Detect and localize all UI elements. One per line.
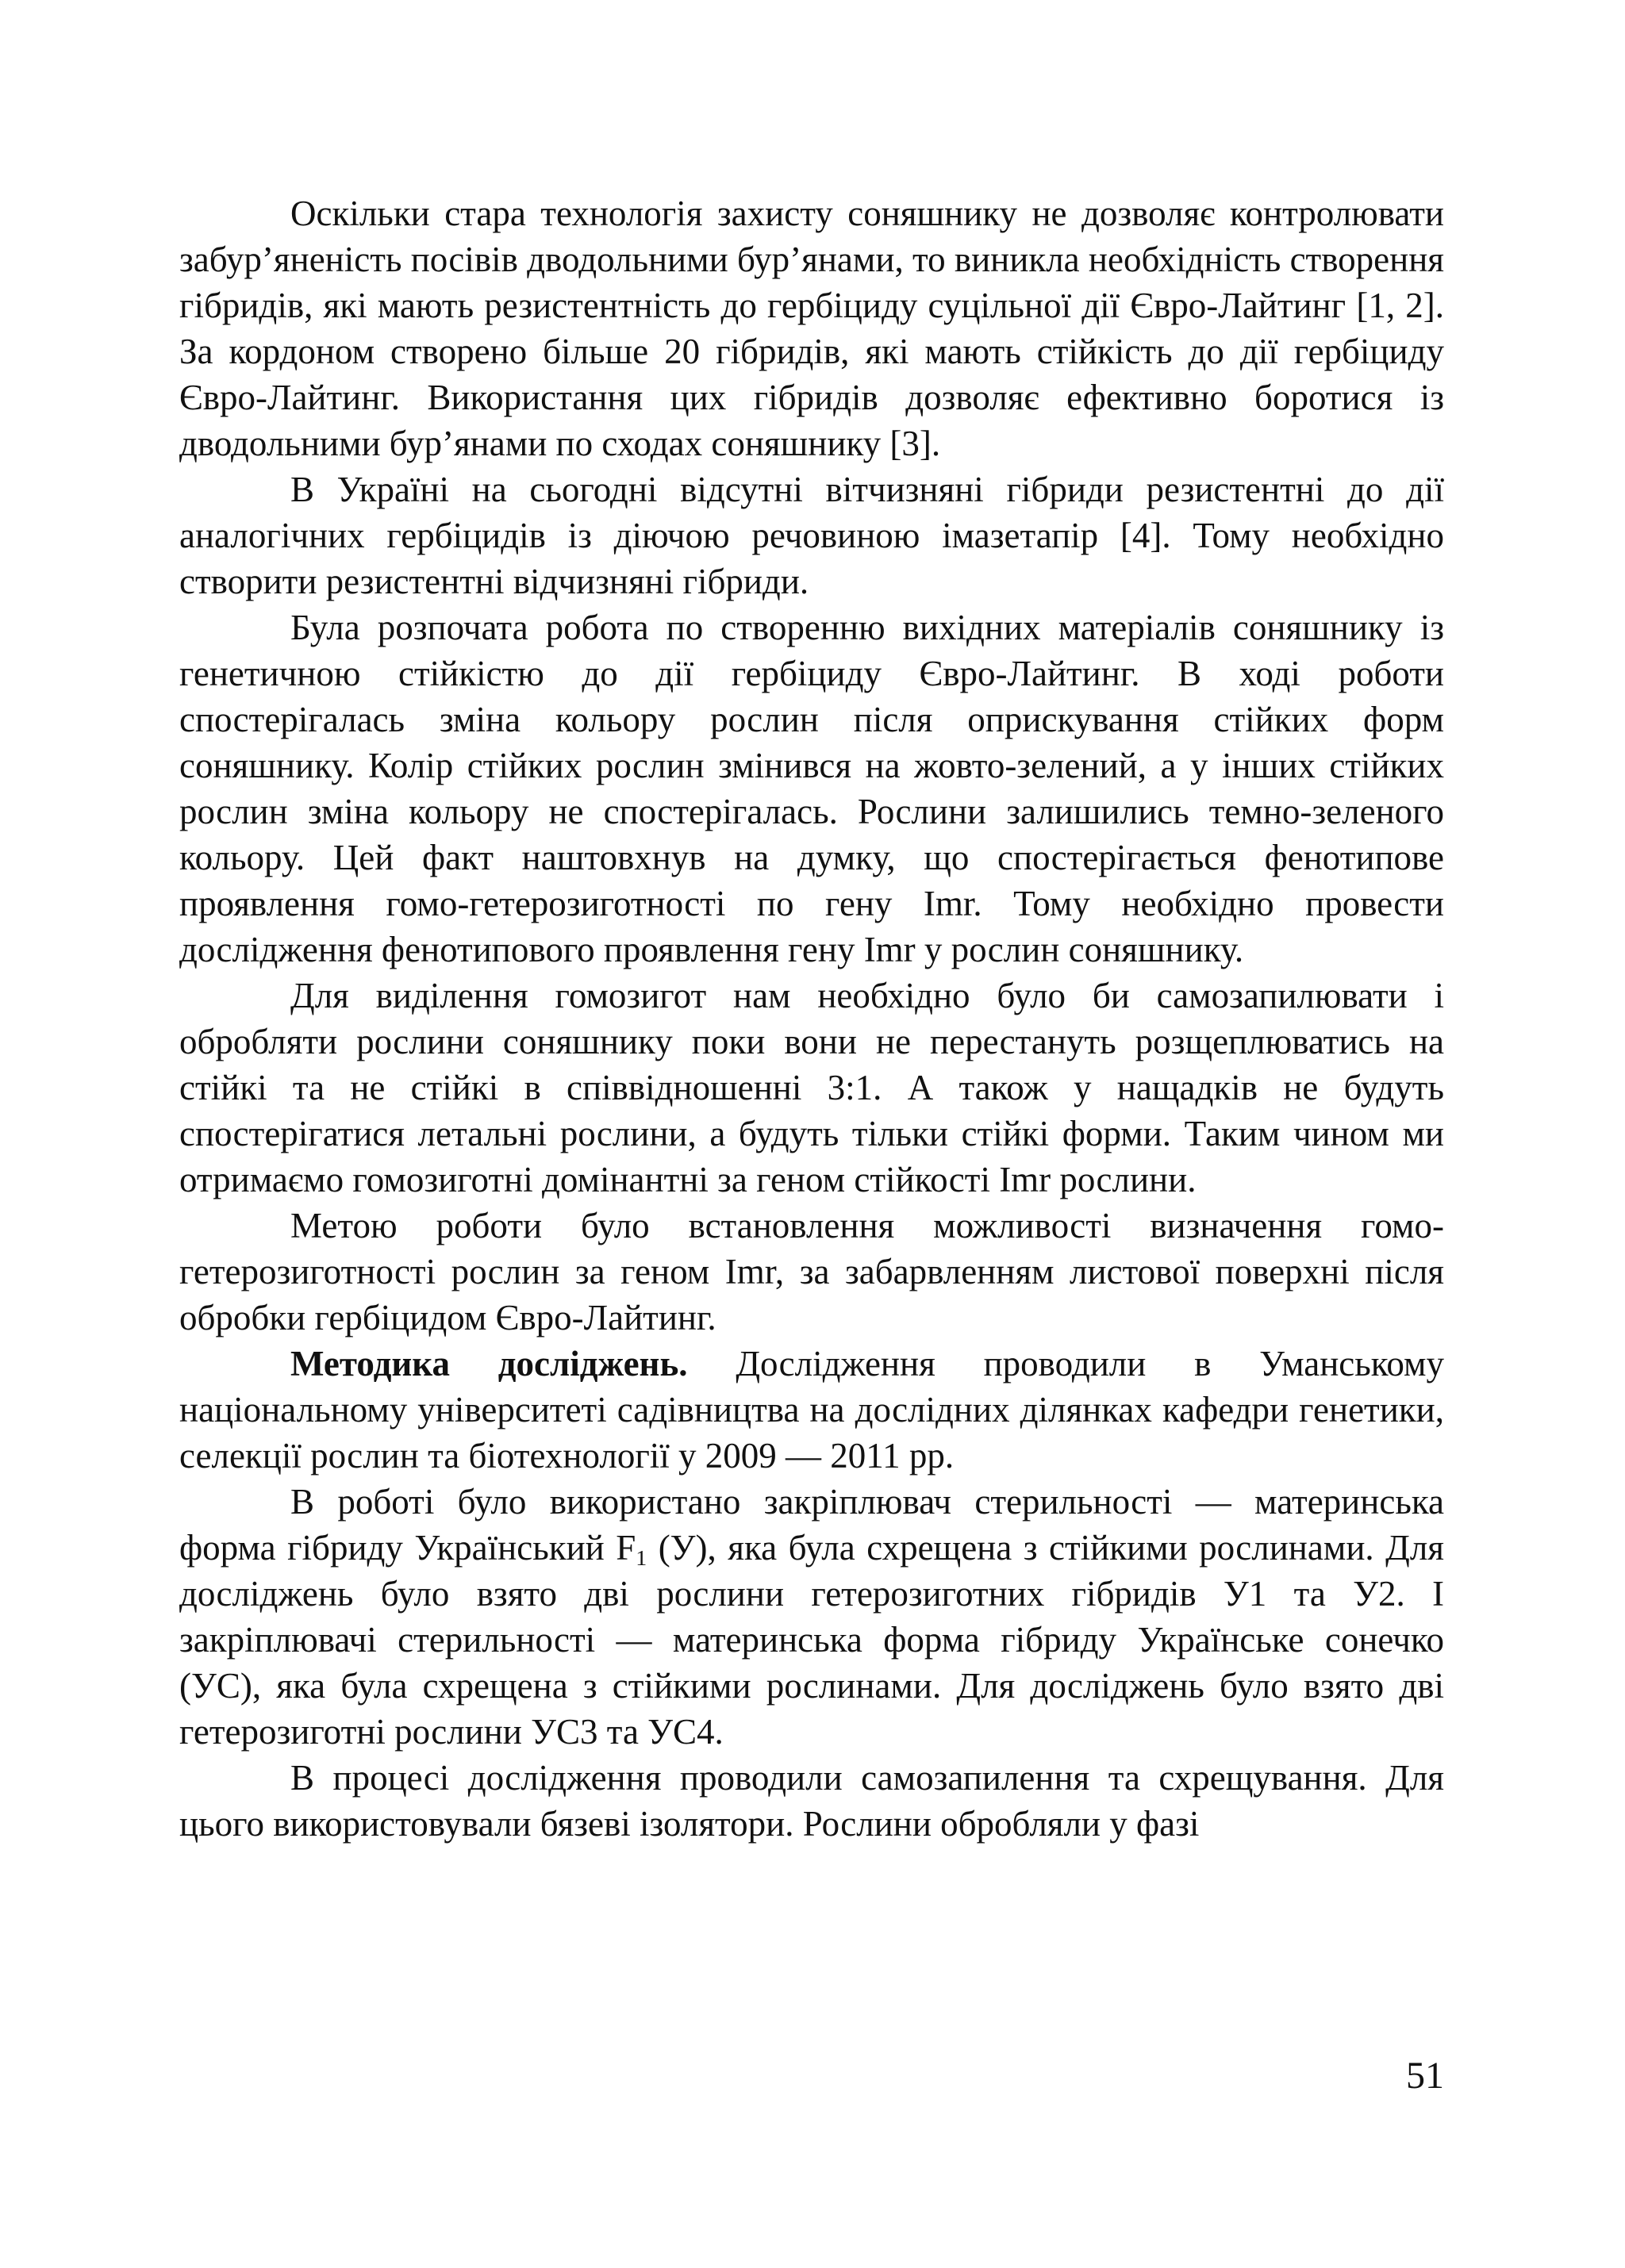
methods-text: Дослідження проводили в Уманському національному університеті садівництва на дослідних ділянках кафедри генетики, селекції рослин та біотехнології у 2009 — 2011 рр. — [179, 1344, 1444, 1476]
methods-heading: Методика досліджень. — [290, 1344, 688, 1383]
paragraph-ukraine: В Україні на сьогодні відсутні вітчизняні гібриди резистентні до дії аналогічних гербіцидів із діючою речовиною імазетапір [4]. Тому необхідно створити резистентні відчизняні гібриди. — [179, 470, 1444, 601]
paragraph-homozygotes: Для виділення гомозигот нам необхідно було би самозапилювати і обробляти рослини соняшнику поки вони не перестануть розщеплюватись на стійкі та не стійкі в співвідношенні 3:1. А також у нащадків не будуть спостерігатися летальні рослини, а будуть тільки стійкі форми. Таким чином ми отримаємо гомозиготні домінантні за геном стійкості Imr рослини. — [179, 976, 1444, 1199]
f1-subscript: 1 — [636, 1545, 647, 1571]
page-number: 51 — [1406, 2055, 1444, 2097]
materials-text-b: (У), яка була схрещена з стійкими рослинами. Для досліджень було взято дві рослини гетерозиготних гібридів У1 та У2. І закріплювачі стерильності — материнська форма гібриду Українське сонечко (УС), яка була схрещена з стійкими рослинами. Для досліджень було взято дві гетерозиготні рослини УС3 та УС4. — [179, 1528, 1444, 1752]
paragraph-work-start: Була розпочата робота по створенню вихідних матеріалів соняшнику із генетичною стійкістю до дії гербіциду Євро-Лайтинг. В ході роботи спостерігалась зміна кольору рослин після оприскування стійких форм соняшнику. Колір стійких рослин змінився на жовто-зелений, а у інших стійких рослин зміна кольору не спостерігалась. Рослини залишились темно-зеленого кольору. Цей факт наштовхнув на думку, що спостерігається фенотипове проявлення гомо-гетерозиготності по гену Imr. Тому необхідно провести дослідження фенотипового проявлення гену Imr у рослин соняшнику. — [179, 608, 1444, 969]
paragraph-methods — [179, 1341, 1444, 1479]
paragraph-materials — [179, 1479, 1444, 1755]
paragraph-process: В процесі дослідження проводили самозапилення та схрещування. Для цього використовували бязеві ізолятори. Рослини обробляли у фазі — [179, 1758, 1444, 1844]
body-text — [179, 190, 1444, 1847]
materials-text-a: В роботі було використано закріплювач стерильності — материнська форма гібриду Український F — [179, 1482, 1444, 1568]
paragraph-intro: Оскільки стара технологія захисту соняшнику не дозволяє контролювати забур’яненість посівів дводольними бур’янами, то виникла необхідність створення гібридів, які мають резистентність до гербіциду суцільної дії Євро-Лайтинг [1, 2]. За кордоном створено більше 20 гібридів, які мають стійкість до дії гербіциду Євро-Лайтинг. Використання цих гібридів дозволяє ефективно боротися із дводольними бур’янами по сходах соняшнику [3]. — [179, 194, 1444, 463]
paragraph-aim: Метою роботи було встановлення можливості визначення гомо-гетерозиготності рослин за геном Imr, за забарвленням листової поверхні після обробки гербіцидом Євро-Лайтинг. — [179, 1206, 1444, 1337]
